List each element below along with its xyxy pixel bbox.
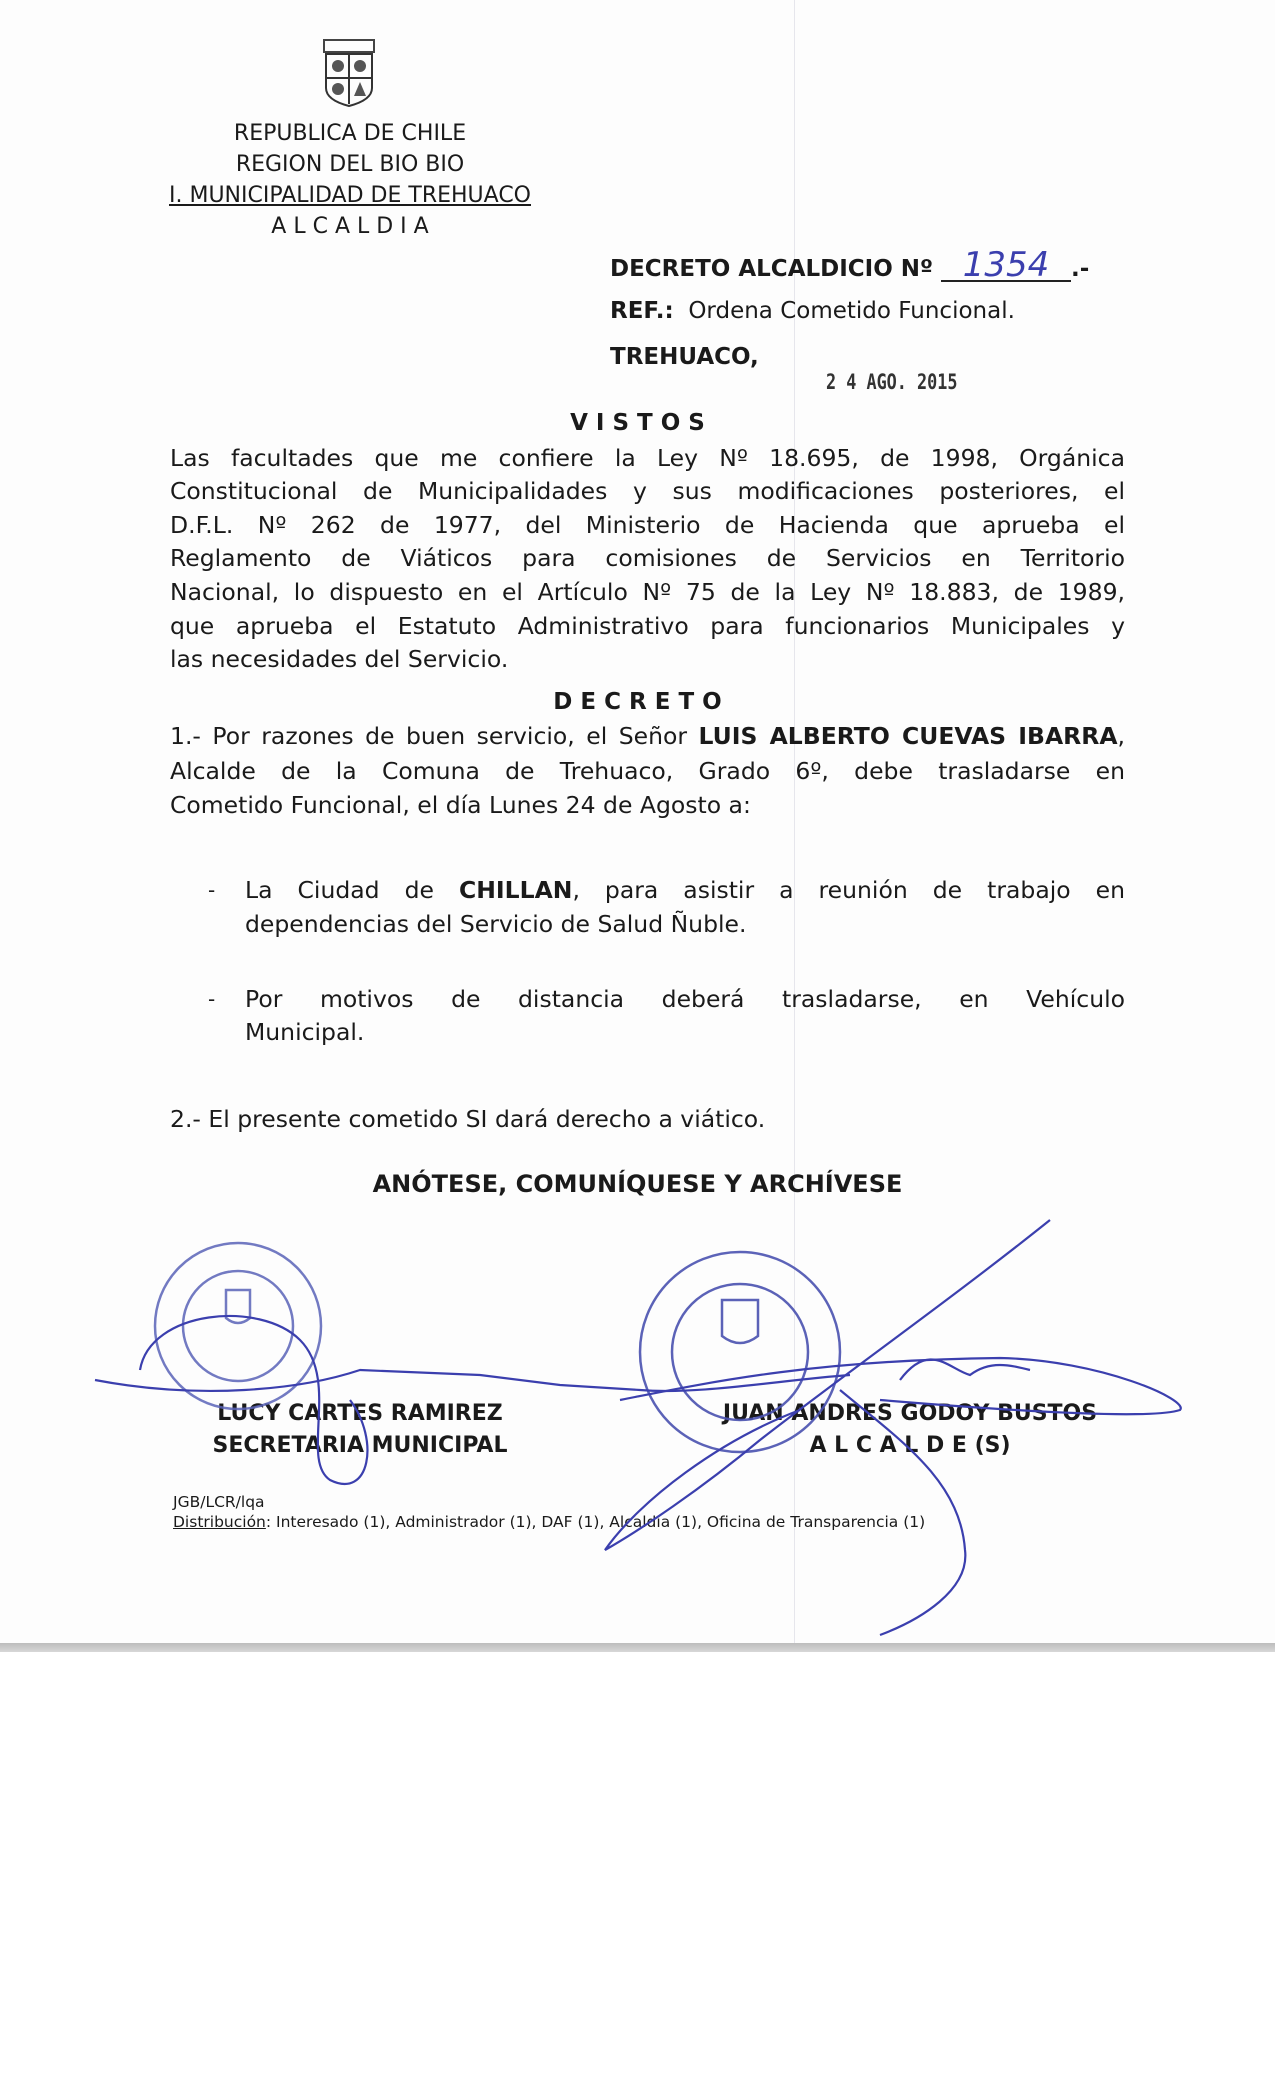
vistos-line: Constitucional de Municipalidades y sus modificaciones posteriores, el — [170, 477, 1125, 505]
distribution-label: Distribución — [173, 1513, 266, 1531]
bullet1-line: dependencias del Servicio de Salud Ñuble. — [245, 910, 747, 938]
decree-number: 1354 — [941, 250, 1071, 282]
bullet-dash: - — [208, 878, 216, 902]
vistos-line: que aprueba el Estatuto Administrativo para funcionarios Municipales y — [170, 612, 1125, 640]
page-edge — [0, 1643, 1275, 1652]
item1-line: Cometido Funcional, el día Lunes 24 de Agosto a: — [170, 791, 751, 819]
bullet-dash: - — [208, 987, 216, 1011]
header-region: REGION DEL BIO BIO — [235, 152, 465, 177]
distribution-text: : Interesado (1), Administrador (1), DAF (1), Alcaldia (1), Oficina de Transparencia (1) — [265, 1513, 926, 1531]
ref-text: Ordena Cometido Funcional. — [688, 298, 1015, 324]
place: TREHUACO, — [610, 344, 759, 370]
left-signatory-name: LUCY CARTES RAMIREZ — [217, 1401, 503, 1426]
item1-line: Alcalde de la Comuna de Trehuaco, Grado 6º, debe trasladarse en — [170, 757, 1125, 785]
decree-suffix: .- — [1071, 256, 1090, 282]
date-stamp: 2 4 AGO. 2015 — [826, 370, 958, 394]
bullet1-line — [245, 876, 1125, 904]
decree-title — [610, 245, 1090, 285]
header-republic: REPUBLICA DE CHILE — [233, 121, 467, 146]
decree-title-text: DECRETO ALCALDICIO Nº — [610, 256, 934, 282]
vistos-line: Reglamento de Viáticos para comisiones de Servicios en Territorio — [170, 544, 1125, 572]
right-signatory-title: A L C A L D E (S) — [809, 1433, 1011, 1458]
bullet2-line: Municipal. — [245, 1018, 365, 1046]
bullet1-text: , para asistir a reunión de trabajo en — [572, 876, 1125, 904]
vistos-line: Nacional, lo dispuesto en el Artículo Nº 75 de la Ley Nº 18.883, de 1989, — [170, 578, 1125, 606]
bullet1-text: La Ciudad de — [245, 876, 459, 904]
decreto-heading: D E C R E T O — [553, 689, 722, 715]
header-alcaldia: A L C A L D I A — [271, 214, 429, 239]
ref-label: REF.: — [610, 298, 674, 324]
reference — [610, 298, 1015, 324]
item1-text: 1.- Por razones de buen servicio, el Señor — [170, 722, 699, 750]
header-municipality: I. MUNICIPALIDAD DE TREHUACO — [169, 183, 531, 208]
initials: JGB/LCR/lqa — [173, 1493, 265, 1511]
distribution — [173, 1513, 925, 1531]
coat-of-arms-logo — [318, 38, 380, 108]
bullet2-line: Por motivos de distancia deberá trasladarse, en Vehículo — [245, 985, 1125, 1013]
vistos-heading: V I S T O S — [570, 410, 705, 436]
vistos-line: D.F.L. Nº 262 de 1977, del Ministerio de Hacienda que aprueba el — [170, 511, 1125, 539]
city-name: CHILLAN — [458, 876, 573, 904]
fold-line — [794, 0, 795, 1643]
right-signatory-name: JUAN ANDRES GODOY BUSTOS — [722, 1401, 1098, 1426]
item1-punct: , — [1117, 722, 1125, 750]
item1-line — [170, 722, 1125, 750]
vistos-line: Las facultades que me confiere la Ley Nº 18.695, de 1998, Orgánica — [170, 444, 1125, 472]
closing-formula: ANÓTESE, COMUNÍQUESE Y ARCHÍVESE — [372, 1170, 903, 1198]
vistos-line: las necesidades del Servicio. — [170, 645, 509, 673]
left-signatory-title: SECRETARIA MUNICIPAL — [212, 1433, 508, 1458]
item2-line: 2.- El presente cometido SI dará derecho a viático. — [170, 1105, 766, 1133]
official-name: LUIS ALBERTO CUEVAS IBARRA — [698, 722, 1118, 750]
